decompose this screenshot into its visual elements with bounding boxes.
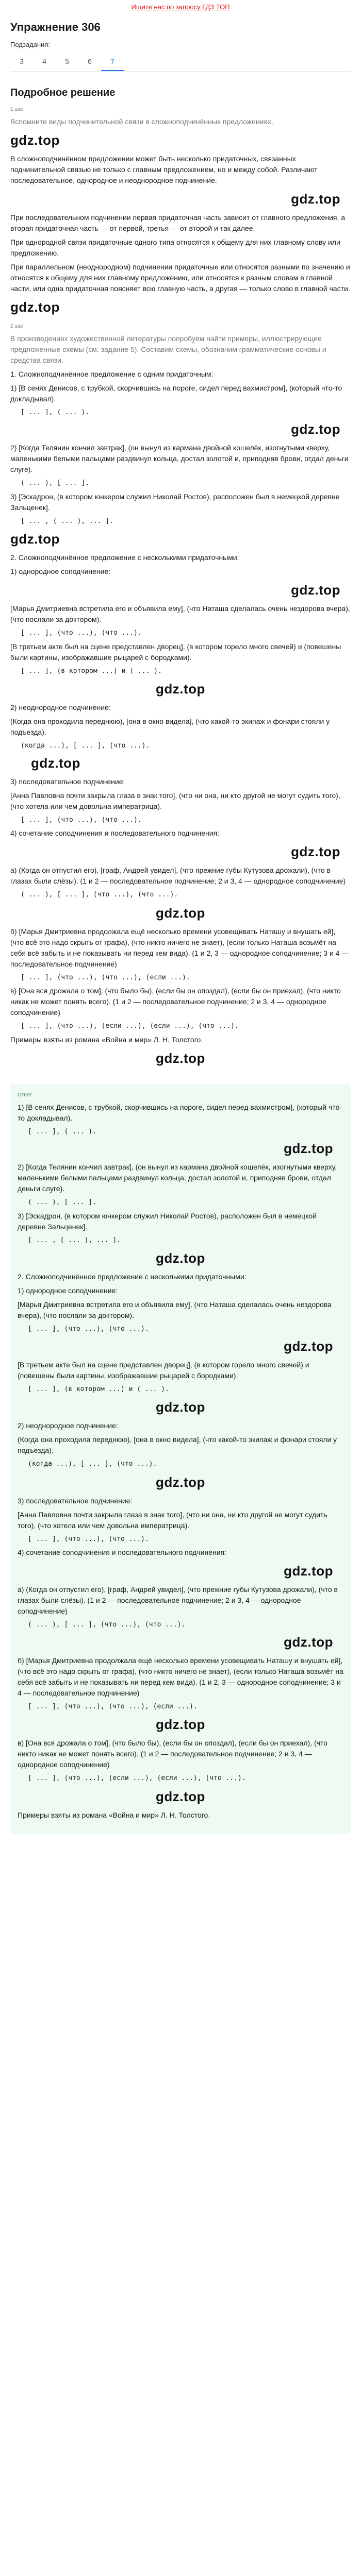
watermark: gdz.top (31, 755, 80, 771)
solution-scheme-2: ( ... ), [ ... ]. (21, 479, 90, 487)
theory-p2: В сложноподчинённом предложении может быть несколько придаточных, связанных подчинительной связью не только с главным предложением, но и между собой. Различают последовательное, однородное и неоднородное подчинение. (10, 154, 318, 184)
subtask-tab-5[interactable]: 5 (65, 57, 69, 65)
solution-scheme-9: [ ... ], (что ...), (что ...), (если ...). (21, 973, 190, 981)
watermark: gdz.top (156, 1399, 205, 1415)
answer-scheme-7: [ ... ], (что ...), (что ...). (28, 1535, 149, 1543)
answer-scheme-1: [ ... ], ( ... ). (28, 1127, 97, 1136)
answer-scheme-5: [ ... ], (в котором ...) и ( ... ). (28, 1385, 169, 1393)
theory-p6: В произведениях художественной литературы попробуем найти примеры, иллюстрирующие предложенные схемы (см. задание 5). Составим схемы, обозначим грамматические основы и средства связи. (10, 334, 326, 364)
solution-scheme-5: [ ... ], (в котором ...) и ( ... ). (21, 667, 162, 675)
solution-sentence-2: 2) [Когда Телянин кончил завтрак], (он вынул из кармана двойной кошелёк, изогнутыми кверху, маленькими белыми пальцами раздвинул кольца, достал золотой и, приподняв брови, отдал деньги слуге). (10, 444, 349, 473)
solution-sentence-6: (Когда она проходила переднюю), [она в окно видела], (что какой-то экипаж и фонари стояли у подъезда). (10, 717, 330, 736)
answer-source: Примеры взяты из романа «Война и мир» Л. Н. Толстого. (18, 1810, 210, 1819)
subtasks-nav (10, 53, 351, 72)
answer-heading-2: 2. Сложноподчинённое предложение с несколькими придаточными: (18, 1273, 247, 1281)
top-banner-link[interactable]: Ищите нас по запросу ГДЗ ТОП (131, 3, 230, 11)
answer-sentence-1: 1) [В сенях Денисов, с трубкой, скорчившись на пороге, сидел перед вахмистром], (который что-то докладывал). (18, 1103, 342, 1122)
theory-p5: При параллельном (неоднородном) подчинении придаточные или относятся разными по значению и относятся к общему для них главному предложению, или относятся к разным словам в главной части, или одна придаточная поясняет всю главную часть, а другая — только слово в главной части. (10, 262, 350, 293)
watermark: gdz.top (156, 1717, 205, 1732)
solution-scheme-6: (когда ...), [ ... ], (что ...). (21, 742, 150, 750)
solution-sentence-5: [В третьем акте был на сцене представлен дворец], (в котором горело много свечей) и (повешены были картины, изображавшие рыцарей с бородками). (10, 642, 341, 662)
watermark: gdz.top (284, 1141, 333, 1156)
answer-scheme-4: [ ... ], (что ...), (что ...). (28, 1325, 149, 1333)
watermark: gdz.top (291, 844, 340, 859)
answer-heading-2a: 1) однородное соподчинение: (18, 1286, 118, 1295)
subtask-tab-7[interactable]: 7 (101, 53, 124, 71)
watermark: gdz.top (156, 1250, 205, 1266)
theory-p1: Вспомните виды подчинительной связи в сложноподчинённых предложениях. (10, 117, 273, 126)
theory-p3: При последовательном подчинении первая придаточная часть зависит от главного предложения, а вторая придаточная часть — от первой, третья — от второй и так далее. (10, 213, 346, 232)
answer-sentence-6: (Когда она проходила переднюю), [она в окно видела], (что какой-то экипаж и фонари стояли у подъезда). (18, 1435, 337, 1454)
answer-heading-2c: 3) последовательное подчинение: (18, 1496, 133, 1505)
subtask-tab-3[interactable]: 3 (20, 57, 24, 65)
answer-sentence-2: 2) [Когда Телянин кончил завтрак], (он вынул из кармана двойной кошелёк, изогнутыми кверху, маленькими белыми пальцами раздвинул кольца, достал золотой и, приподняв брови, отдал деньги слуге). (18, 1163, 337, 1193)
watermark: gdz.top (156, 681, 205, 697)
answer-scheme-10: [ ... ], (что ...), (если ...), (если ...), (что ...). (28, 1774, 246, 1782)
solution-scheme-8: ( ... ), [ ... ], (что ...), (что ...). (21, 891, 178, 899)
solution-heading-1: 1. Сложноподчинённое предложение с одним придаточным: (10, 369, 214, 378)
answer-sentence-3: 3) [Эскадрон, (в котором юнкером служил Николай Ростов), расположен был в немецкой деревне Зальценек]. (18, 1211, 317, 1231)
solution-heading-2: 2. Сложноподчинённое предложение с несколькими придаточными: (10, 553, 239, 562)
watermark: gdz.top (284, 1563, 333, 1579)
solution-scheme-7: [ ... ], (что ...), (что ...). (21, 816, 142, 824)
answer-sentence-4: [Марья Дмитриевна встретила его и объявила ему], (что Наташа сделалась очень нездорова вчера), (что послали за доктором). (18, 1300, 332, 1319)
subtasks-label: Подзадания: (10, 41, 50, 48)
solution-scheme-4: [ ... ], (что ...), (что ...). (21, 629, 142, 637)
solution-sentence-1: 1) [В сенях Денисов, с трубкой, скорчившись на пороге, сидел перед вахмистром], (который что-то докладывал). (10, 383, 342, 403)
answer-sentence-10: в) [Она вся дрожала о том], (что было бы), (если бы он опоздал), (если бы он приехал), (что никто никак не может понять всего). (1 и 2 — последовательное подчинение; 2 и 3, 4 — однородное соподчинение) (18, 1739, 327, 1769)
solution-sentence-7: [Анна Павловна почти закрыла глаза в знак того], (что ни она, ни кто другой не могут судить того), (что хотела или чем довольна императрица). (10, 791, 340, 810)
solution-sentence-9: б) [Марья Дмитриевна продолжала ещё несколько времени усовещивать Наташу и внушать ей], (что всё это надо скрыть от графа), (что никто ничего не знает), (если только Наташа возьмёт на себя всё забыть и не показывать ни перед кем вида). (1 и 2, 3 — однородное соподчинение; 3 и 4 — последовательное подчинение) (10, 927, 349, 968)
answer-tag: Ответ (18, 1092, 32, 1098)
answer-scheme-2: ( ... ), [ ... ]. (28, 1198, 97, 1206)
solution-heading-2c: 3) последовательное подчинение: (10, 777, 125, 786)
solution-sentence-10: в) [Она вся дрожала о том], (что было бы), (если бы он опоздал), (если бы он приехал), (что никто никак не может понять всего). (1 и 2 — последовательное подчинение; 2 и 3, 4 — однородное соподчинение) (10, 987, 341, 1016)
watermark: gdz.top (10, 531, 60, 547)
solution-scheme-1: [ ... ], ( ... ). (21, 408, 90, 416)
solution-sentence-3: 3) [Эскадрон, (в котором юнкером служил Николай Ростов), расположен был в немецкой деревне Зальценек]. (10, 492, 340, 512)
solution-sentence-4: [Марья Дмитриевна встретила его и объявила ему], (что Наташа сделалась очень нездорова вчера), (что послали за доктором). (10, 604, 350, 623)
watermark: gdz.top (156, 1050, 205, 1066)
solution-heading-2b: 2) неоднородное подчинение: (10, 703, 111, 711)
solution-scheme-3: [ ... , ( ... ), ... ]. (21, 517, 114, 525)
answer-box (10, 1084, 351, 1834)
watermark: gdz.top (10, 299, 60, 315)
answer-scheme-9: [ ... ], (что ...), (что ...), (если ...). (28, 1702, 198, 1710)
answer-scheme-3: [ ... , ( ... ), ... ]. (28, 1236, 121, 1244)
watermark: gdz.top (284, 1634, 333, 1650)
subtask-tab-4[interactable]: 4 (42, 57, 46, 65)
solution-heading-2d: 4) сочетание соподчинения и последовательного подчинения: (10, 829, 220, 837)
theory-p4: При однородной связи придаточные одного типа относятся к общему для них главному слову или предложению. (10, 238, 340, 257)
watermark: gdz.top (156, 905, 205, 921)
answer-scheme-8: ( ... ), [ ... ], (что ...), (что ...). (28, 1621, 186, 1629)
solution-scheme-10: [ ... ], (что ...), (если ...), (если ...), (что ...). (21, 1022, 239, 1030)
answer-sentence-5: [В третьем акте был на сцене представлен дворец], (в котором горело много свечей) и (повешены были картины, изображавшие рыцарей с бородками). (18, 1360, 309, 1380)
watermark: gdz.top (156, 1474, 205, 1490)
page-title: Упражнение 306 (10, 21, 101, 33)
watermark: gdz.top (284, 1338, 333, 1354)
watermark: gdz.top (291, 582, 340, 598)
solution-sentence-8: а) (Когда он отпустил его), [граф, Андрей увидел], (что прежние губы Кутузова дрожали), (что в глазах были слёзы). (1 и 2 — последовательное подчинение; 2 и 3, 4 — однородное соподчинение) (10, 866, 346, 885)
answer-sentence-9: б) [Марья Дмитриевна продолжала ещё несколько времени усовещивать Наташу и внушать ей], (что всё это надо скрыть от графа), (что никто ничего не знает), (если только Наташа возьмёт на себя всё забыть и не показывать ни перед кем вида). (1 и 2, 3 — однородное соподчинение; 3 и 4 — последовательное подчинение) (18, 1656, 343, 1697)
watermark: gdz.top (10, 132, 60, 148)
answer-scheme-6: (когда ...), [ ... ], (что ...). (28, 1460, 157, 1468)
subtask-tab-6[interactable]: 6 (88, 57, 92, 65)
solution-heading-2a: 1) однородное соподчинение: (10, 567, 111, 575)
step-2-tag: 2 шаг (10, 323, 24, 329)
answer-sentence-8: а) (Когда он отпустил его), [граф, Андрей увидел], (что прежние губы Кутузова дрожали), (что в глазах были слёзы). (1 и 2 — последовательное подчинение; 2 и 3, 4 — однородное соподчинение) (18, 1585, 338, 1615)
answer-heading-2b: 2) неоднородное подчинение: (18, 1421, 118, 1430)
step-1-tag: 1 шаг (10, 106, 24, 112)
answer-heading-2d: 4) сочетание соподчинения и последовательного подчинения: (18, 1548, 227, 1556)
watermark: gdz.top (291, 191, 340, 207)
watermark: gdz.top (156, 1788, 205, 1804)
answer-sentence-7: [Анна Павловна почти закрыла глаза в знак того], (что ни она, ни кто другой не могут судить того), (что хотела или чем довольна императрица). (18, 1510, 327, 1530)
section-title: Подробное решение (10, 87, 116, 98)
watermark: gdz.top (291, 421, 340, 437)
solution-source: Примеры взяты из романа «Война и мир» Л. Н. Толстого. (10, 1035, 203, 1044)
